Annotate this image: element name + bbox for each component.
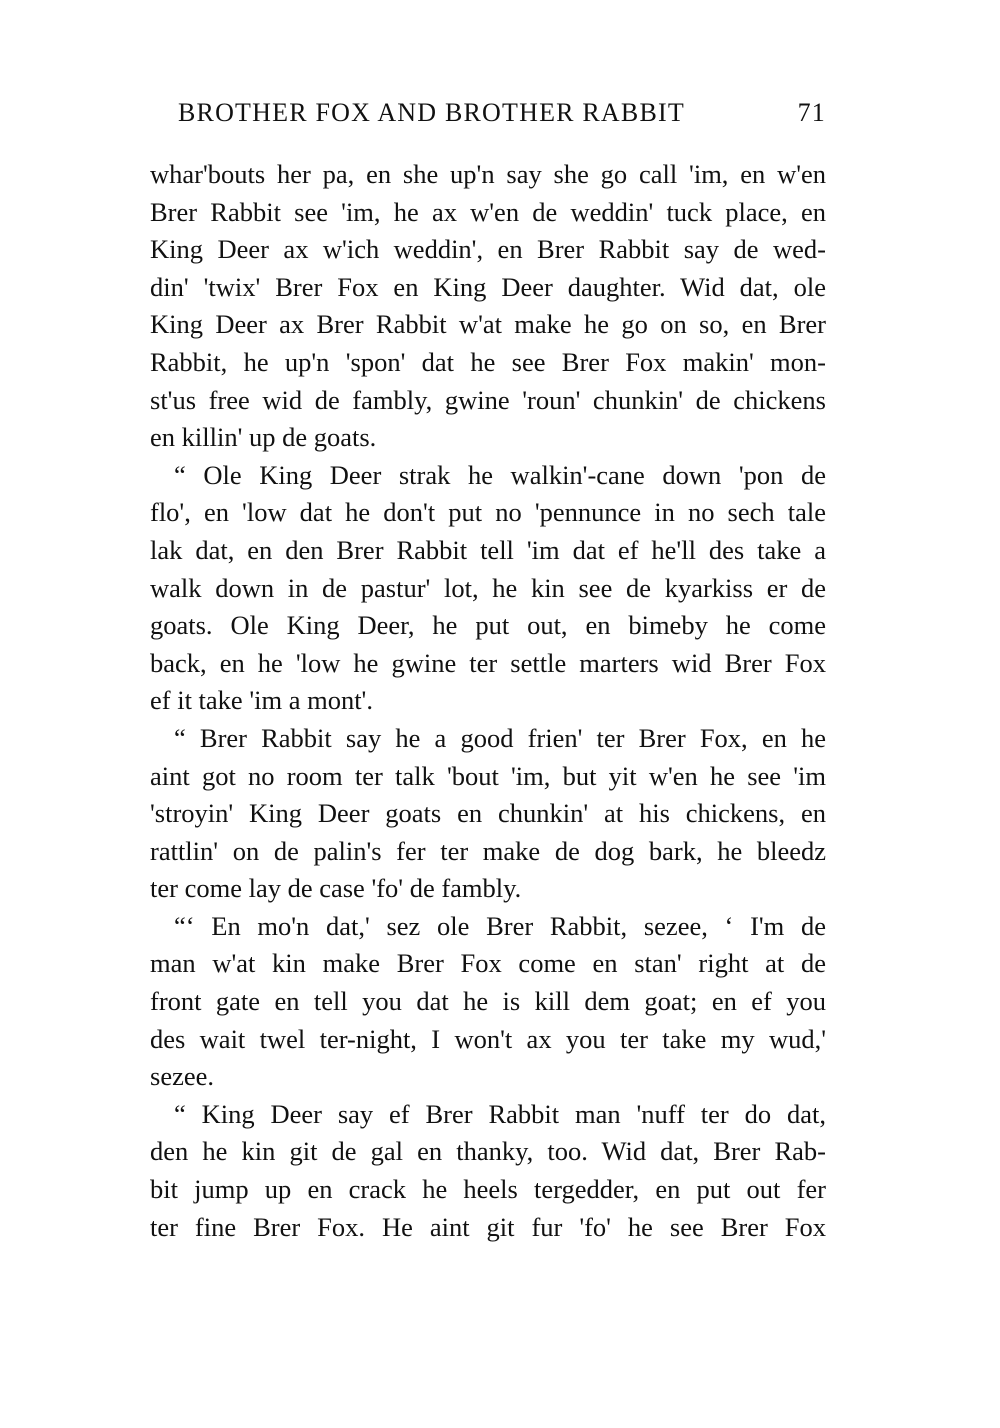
text-line: Rabbit, he up'n 'spon' dat he see Brer Fox makin' mon- — [150, 346, 826, 377]
text-line: ter come lay de case 'fo' de fambly. — [150, 873, 522, 904]
text-line: en killin' up de goats. — [150, 422, 377, 453]
text-line: Brer Rabbit see 'im, he ax w'en de weddin' tuck place, en — [150, 196, 826, 227]
text-line: “ Ole King Deer strak he walkin'-cane down 'pon de — [174, 459, 826, 490]
chapter-title: BROTHER FOX AND BROTHER RABBIT — [178, 98, 685, 127]
text-line: back, en he 'low he gwine ter settle marters wid Brer Fox — [150, 647, 826, 678]
text-line: 'stroyin' King Deer goats en chunkin' at his chickens, en — [150, 798, 826, 829]
text-line: ef it take 'im a mont'. — [150, 685, 373, 716]
text-line: bit jump up en crack he heels tergedder, en put out fer — [150, 1174, 826, 1205]
text-line: din' 'twix' Brer Fox en King Deer daughter. Wid dat, ole — [150, 271, 826, 302]
text-line: den he kin git de gal en thanky, too. Wid dat, Brer Rab- — [150, 1136, 826, 1167]
running-head — [150, 98, 826, 142]
text-line: King Deer ax w'ich weddin', en Brer Rabbit say de wed- — [150, 234, 826, 265]
text-line: aint got no room ter talk 'bout 'im, but yit w'en he see 'im — [150, 760, 826, 791]
text-line: sezee. — [150, 1061, 214, 1092]
text-line: King Deer ax Brer Rabbit w'at make he go on so, en Brer — [150, 309, 826, 340]
text-line: “ Brer Rabbit say he a good frien' ter Brer Fox, en he — [174, 722, 826, 753]
text-line: st'us free wid de fambly, gwine 'roun' chunkin' de chickens — [150, 384, 826, 415]
text-line: des wait twel ter-night, I won't ax you ter take my wud,' — [150, 1023, 826, 1054]
text-line: lak dat, en den Brer Rabbit tell 'im dat ef he'll des take a — [150, 534, 826, 565]
body-text — [150, 156, 826, 1246]
text-line: whar'bouts her pa, en she up'n say she go call 'im, en w'en — [150, 159, 826, 189]
text-line: man w'at kin make Brer Fox come en stan' right at de — [150, 948, 826, 979]
page-number: 71 — [797, 98, 826, 127]
text-line: “‘ En mo'n dat,' sez ole Brer Rabbit, sezee, ‘ I'm de — [174, 910, 826, 941]
text-line: flo', en 'low dat he don't put no 'pennunce in no sech tale — [150, 497, 826, 528]
text-line: front gate en tell you dat he is kill dem goat; en ef you — [150, 986, 826, 1017]
text-line: “ King Deer say ef Brer Rabbit man 'nuff ter do dat, — [174, 1098, 826, 1129]
book-page — [150, 98, 826, 1246]
text-line: walk down in de pastur' lot, he kin see de kyarkiss er de — [150, 572, 826, 603]
text-line: goats. Ole King Deer, he put out, en bimeby he come — [150, 610, 826, 641]
text-line: ter fine Brer Fox. He aint git fur 'fo' he see Brer Fox — [150, 1211, 826, 1242]
text-line: rattlin' on de palin's fer ter make de dog bark, he bleedz — [150, 835, 826, 866]
